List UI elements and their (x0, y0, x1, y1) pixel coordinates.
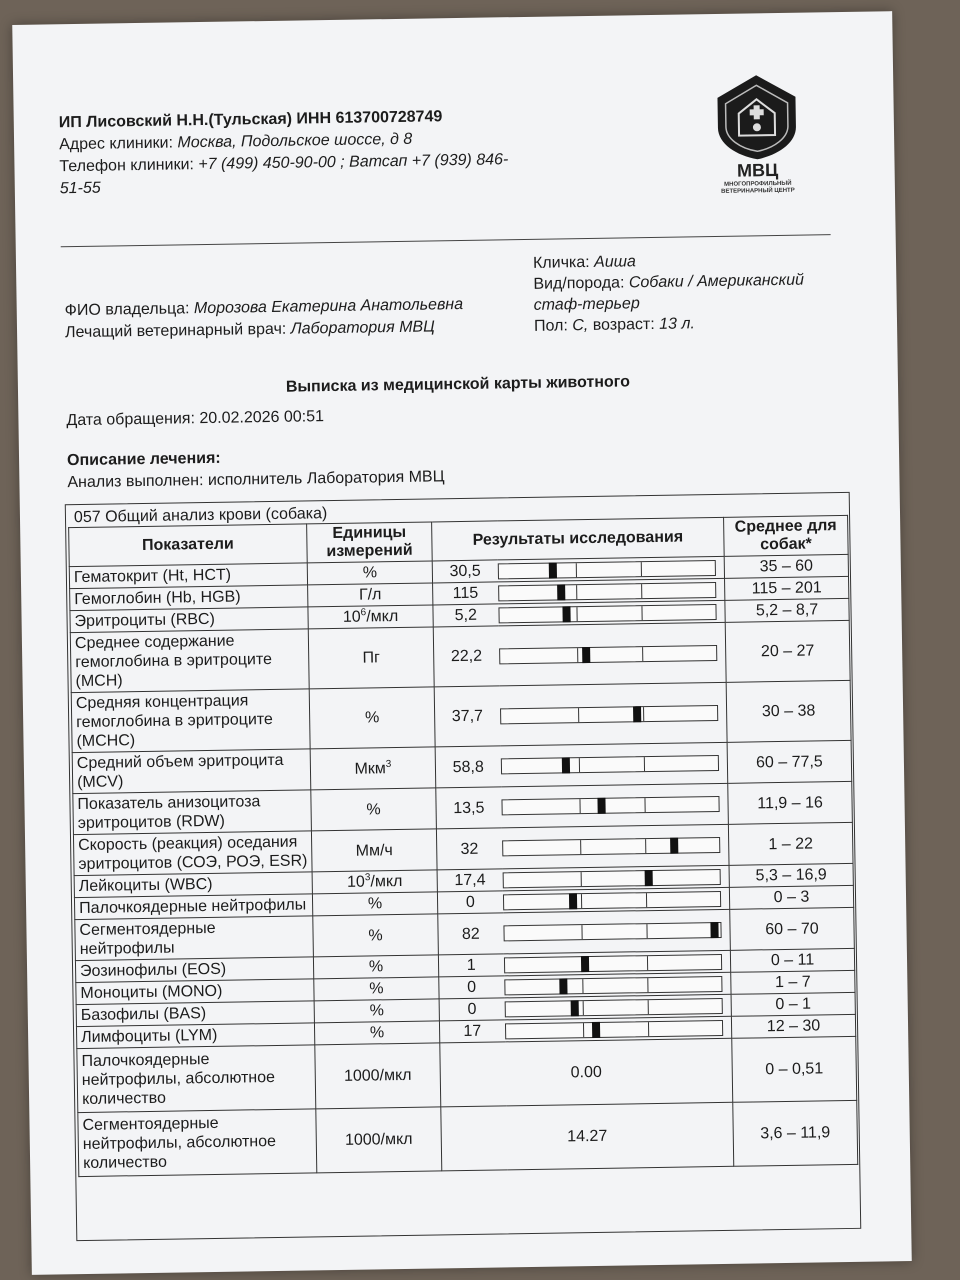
indicator-unit: % (312, 892, 437, 916)
result-scale-bar (497, 560, 716, 579)
reference-range: 5,3 – 16,9 (729, 863, 853, 887)
result-value: 22,2 (433, 626, 499, 687)
table-row-absolute (78, 1100, 858, 1176)
reference-range: 60 – 70 (730, 907, 855, 950)
reference-range: 35 – 60 (724, 554, 848, 578)
indicator-name: Эозинофилы (EOS) (75, 957, 313, 983)
reference-range: 5,2 – 8,7 (725, 598, 849, 622)
document-sheet (12, 11, 912, 1275)
result-marker (710, 922, 718, 938)
header-reference: Среднее для собак* (724, 515, 849, 556)
header-results: Результаты исследования (432, 517, 725, 561)
indicator-unit: % (314, 977, 439, 1001)
result-scale-bar (499, 644, 718, 663)
result-value: 1 (438, 954, 503, 977)
clinic-logo (701, 70, 813, 196)
blood-test-panel (65, 492, 861, 1241)
result-marker (670, 838, 678, 854)
indicator-unit: % (314, 999, 439, 1023)
reference-range: 0 – 11 (730, 948, 854, 972)
indicator-name: Среднее содержание гемоглобина в эритроците (MCH) (70, 629, 309, 693)
result-value: 0 (439, 976, 504, 999)
result-value: 0.00 (440, 1038, 733, 1107)
result-marker (598, 798, 606, 814)
result-value: 5,2 (433, 604, 498, 627)
result-scale-bar (500, 755, 719, 774)
result-scale-bar (500, 704, 719, 723)
indicator-name: Гемоглобин (Hb, HGB) (70, 585, 308, 611)
indicator-name: Средняя концентрация гемоглобина в эритроците (MCHC) (71, 689, 310, 753)
indicator-unit: % (313, 914, 439, 957)
result-scale-bar (504, 997, 723, 1016)
reference-range: 0 – 3 (729, 885, 853, 909)
result-marker (582, 646, 590, 662)
reference-range: 0 – 0,51 (732, 1036, 857, 1102)
indicator-unit: $10^3$/мкл (312, 870, 437, 894)
result-scale-bar (498, 582, 717, 601)
result-value: 14.27 (441, 1102, 734, 1171)
indicator-unit: % (311, 788, 437, 831)
indicator-name: Лимфоциты (LYM) (76, 1023, 314, 1049)
header-divider (61, 234, 831, 247)
indicator-unit: Пг (308, 627, 434, 689)
reference-range: 20 – 27 (725, 620, 850, 682)
result-marker (644, 870, 652, 886)
result-value: 115 (433, 582, 498, 605)
indicator-name: Гематокрит (Ht, HCT) (69, 563, 307, 589)
result-marker (562, 757, 570, 773)
reference-range: 60 – 77,5 (727, 740, 852, 783)
result-value: 30,5 (432, 560, 497, 583)
result-value: 0 (439, 998, 504, 1021)
indicator-unit: % (309, 687, 435, 749)
indicator-unit: % (314, 1021, 439, 1045)
result-value: 17 (439, 1020, 504, 1043)
doctor-line: Лечащий ветеринарный врач: Лаборатория МВЦ (64, 318, 435, 342)
indicator-name: Сегментоядерные нейтрофилы (75, 916, 314, 961)
result-marker (562, 606, 570, 622)
reference-range: 30 – 38 (726, 680, 851, 742)
result-scale-bar (502, 868, 721, 887)
indicator-unit: 1000/мкл (315, 1043, 441, 1109)
result-scale-bar (498, 603, 717, 622)
result-value: 32 (436, 828, 502, 870)
reference-range: 0 – 1 (731, 992, 855, 1016)
result-value: 82 (438, 913, 504, 955)
panel-title: 057 Общий анализ крови (собака) (73, 505, 328, 527)
indicator-name: Базофилы (BAS) (76, 1001, 314, 1027)
header-indicator: Показатели (69, 524, 308, 567)
indicator-unit: Мкм$^3$ (310, 747, 436, 790)
indicator-unit: % (307, 561, 432, 585)
reference-range: 115 – 201 (725, 576, 849, 600)
logo-text: МВЦ (736, 159, 779, 181)
result-value: 37,7 (434, 686, 500, 747)
result-value: 58,8 (435, 746, 501, 788)
reference-range: 1 – 22 (728, 822, 853, 865)
document-title: Выписка из медицинской карты животного (285, 373, 631, 396)
result-marker (548, 562, 556, 578)
indicator-unit: % (313, 955, 438, 979)
treatment-title: Описание лечения: (66, 449, 221, 470)
result-scale-bar (502, 890, 721, 909)
owner-line: ФИО владельца: Морозова Екатерина Анатольевна (64, 295, 464, 320)
visit-date: Дата обращения: 20.02.2026 00:51 (66, 408, 325, 430)
indicator-name: Палочкоядерные нейтрофилы (74, 894, 312, 920)
indicator-unit: Мм/ч (311, 829, 437, 872)
result-scale-bar (504, 1019, 723, 1038)
pet-sex-age-line: Пол: С, возраст: 13 л. (533, 315, 696, 335)
logo-subtitle: МНОГОПРОФИЛЬНЫЙ ВЕТЕРИНАРНЫЙ ЦЕНТР (721, 180, 795, 195)
result-scale-bar (502, 837, 721, 856)
indicator-unit: 1000/мкл (316, 1107, 442, 1173)
clinic-address: Адрес клиники: Москва, Подольское шоссе, д 8 (58, 130, 413, 154)
indicator-name: Средний объем эритроцита (MCV) (72, 749, 311, 794)
indicator-name: Палочкоядерные нейтрофилы, абсолютное количество (77, 1045, 316, 1113)
result-marker (569, 893, 577, 909)
indicator-name: Моноциты (MONO) (76, 979, 314, 1005)
treatment-text: Анализ выполнен: исполнитель Лаборатория МВЦ (67, 468, 445, 492)
clinic-name: ИП Лисовский Н.Н.(Тульская) ИНН 613700728749 (58, 108, 443, 132)
reference-range: 3,6 – 11,9 (733, 1100, 858, 1166)
result-value: 0 (437, 891, 502, 914)
result-scale-bar (503, 922, 722, 941)
pet-breed-line: Вид/порода: Собаки / Американский стаф-терьер (533, 271, 805, 314)
reference-range: 1 – 7 (731, 970, 855, 994)
table-row-absolute (77, 1036, 857, 1112)
clinic-phone: Телефон клиники: +7 (499) 450-90-00 ; Ватсап +7 (939) 846-51-55 (59, 151, 509, 198)
reference-range: 12 – 30 (731, 1014, 855, 1038)
result-marker (581, 956, 589, 972)
result-marker (592, 1021, 600, 1037)
indicator-name: Лейкоциты (WBC) (74, 872, 312, 898)
result-marker (559, 978, 567, 994)
shield-house-icon (711, 71, 802, 162)
result-scale-bar (503, 953, 722, 972)
header-units: Единицы измерений (307, 522, 433, 563)
result-value: 13,5 (436, 787, 502, 829)
indicator-name: Показатель анизоцитоза эритроцитов (RDW) (73, 790, 312, 835)
result-scale-bar (504, 975, 723, 994)
result-marker (633, 706, 641, 722)
clinic-header (59, 105, 530, 200)
indicator-name: Эритроциты (RBC) (70, 607, 308, 633)
result-value: 17,4 (437, 869, 502, 892)
result-marker (557, 584, 565, 600)
results-table (68, 515, 858, 1177)
indicator-name: Скорость (реакция) оседания эритроцитов (СОЭ, РОЭ, ESR) (73, 831, 312, 876)
reference-range: 11,9 – 16 (728, 781, 853, 824)
indicator-unit: $10^6$/мкл (308, 605, 433, 629)
owner-info (65, 294, 464, 344)
indicator-name: Сегментоядерные нейтрофилы, абсолютное количество (78, 1109, 317, 1177)
pet-name-line: Кличка: Аиша (532, 253, 636, 272)
indicator-unit: Г/л (308, 583, 433, 607)
pet-info (533, 248, 854, 337)
result-marker (570, 1000, 578, 1016)
result-scale-bar (501, 796, 720, 815)
